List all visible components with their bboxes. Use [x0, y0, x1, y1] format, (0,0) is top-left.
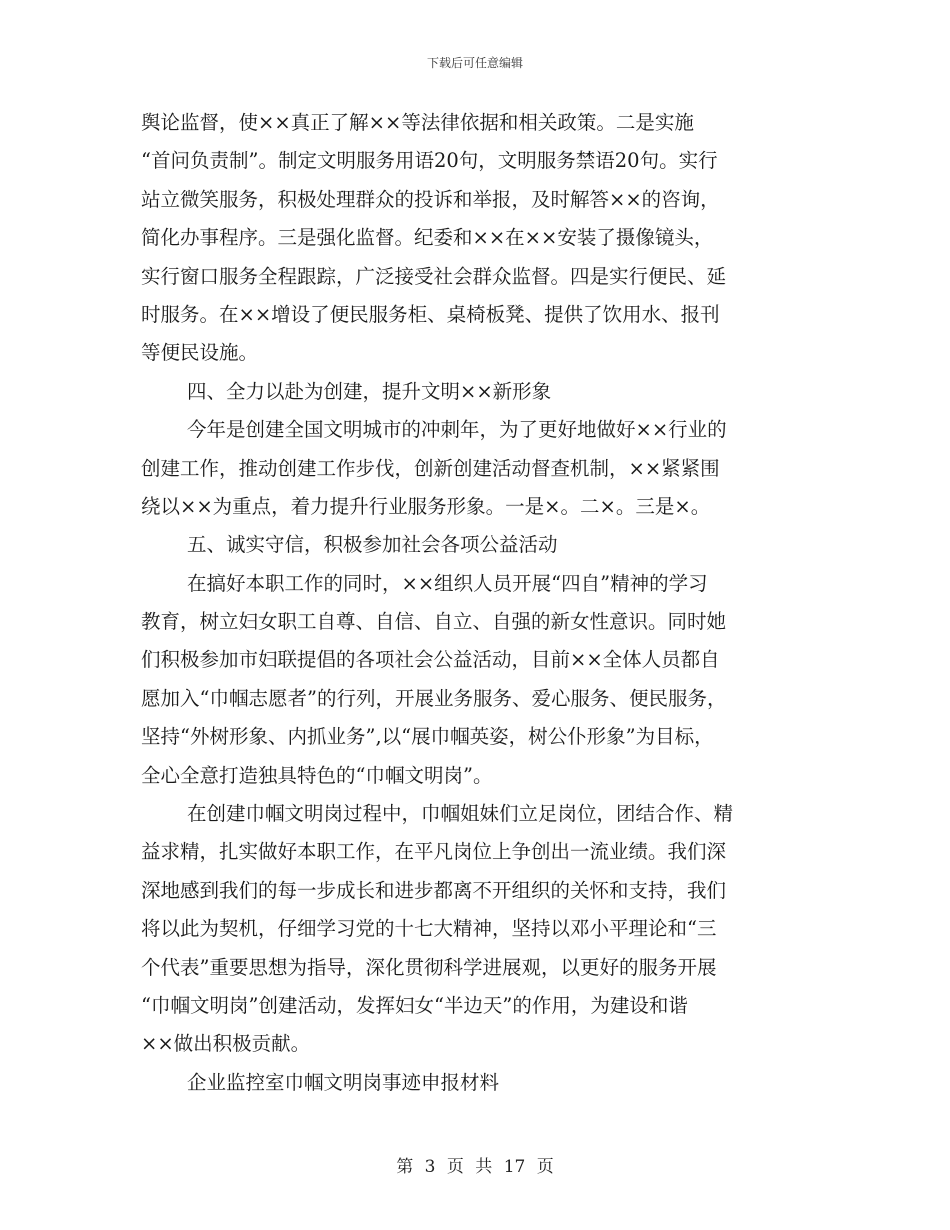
body-line: 站立微笑服务，积极处理群众的投诉和举报，及时解答××的咨询，: [141, 187, 720, 211]
section-heading: 五、诚实守信，积极参加社会各项公益活动: [187, 533, 558, 557]
body-line: 今年是创建全国文明城市的冲刺年，为了更好地做好××行业的: [187, 418, 727, 442]
section-heading: 四、全力以赴为创建，提升文明××新形象: [187, 379, 552, 403]
document-body: [141, 104, 821, 1102]
body-line: 们积极参加市妇联提倡的各项社会公益活动，目前××全体人员都自: [141, 648, 720, 672]
body-line: 等便民设施。: [141, 341, 259, 365]
body-line: ××做出积极贡献。: [141, 1032, 311, 1056]
document-subtitle: 企业监控室巾帼文明岗事迹申报材料: [187, 1070, 500, 1094]
body-line: 深地感到我们的每一步成长和进步都离不开组织的关怀和支持，我们: [141, 878, 727, 902]
body-line: 在搞好本职工作的同时，××组织人员开展“四自”精神的学习: [187, 571, 708, 595]
body-line: “首问负责制”。制定文明服务用语20句，文明服务禁语20句。实行: [141, 149, 718, 173]
body-line: 坚持“外树形象、内抓业务”,以“展巾帼英姿，树公仆形象”为目标，: [141, 725, 714, 749]
body-line: 在创建巾帼文明岗过程中，巾帼姐妹们立足岗位，团结合作、精: [187, 802, 734, 826]
body-line: 个代表”重要思想为指导，深化贯彻科学进展观，以更好的服务开展: [141, 955, 717, 979]
body-line: 全心全意打造独具特色的“巾帼文明岗”。: [141, 763, 493, 787]
page-header: 下载后可任意编辑: [426, 56, 523, 70]
page-number: 第 3 页 共 17 页: [396, 1157, 554, 1177]
body-line: 益求精，扎实做好本职工作，在平凡岗位上争创出一流业绩。我们深: [141, 840, 727, 864]
body-line: 简化办事程序。三是强化监督。纪委和××在××安装了摄像镜头，: [141, 226, 714, 250]
body-line: 绕以××为重点，着力提升行业服务形象。一是×。二×。三是×。: [141, 494, 711, 518]
body-line: “巾帼文明岗”创建活动，发挥妇女“半边天”的作用，为建设和谐: [141, 993, 688, 1017]
body-line: 教育，树立妇女职工自尊、自信、自立、自强的新女性意识。同时她: [141, 610, 727, 634]
body-line: 愿加入“巾帼志愿者”的行列，开展业务服务、爱心服务、便民服务，: [141, 686, 727, 710]
body-line: 创建工作，推动创建工作步伐，创新创建活动督查机制，××紧紧围: [141, 456, 720, 480]
body-line: 舆论监督，使××真正了解××等法律依据和相关政策。二是实施: [141, 111, 694, 134]
body-line: 将以此为契机，仔细学习党的十七大精神，坚持以邓小平理论和“三: [141, 917, 717, 941]
body-line: 时服务。在××增设了便民服务柜、桌椅板凳、提供了饮用水、报刊: [141, 302, 720, 326]
body-line: 实行窗口服务全程跟踪，广泛接受社会群众监督。四是实行便民、延: [141, 264, 727, 288]
